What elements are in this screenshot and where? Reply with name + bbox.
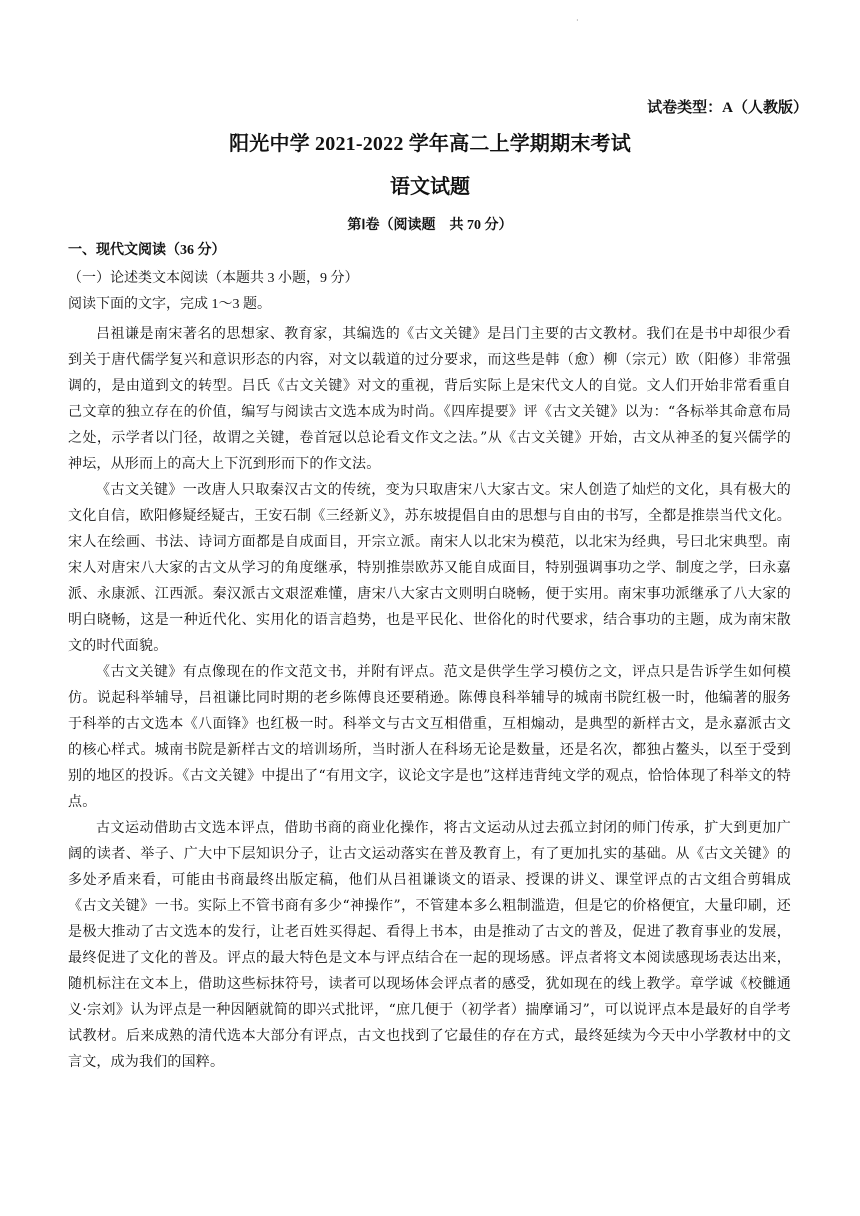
page-mark: · (576, 16, 579, 25)
sub-heading: （一）论述类文本阅读（本题共 3 小题，9 分） (68, 271, 359, 286)
passage-paragraph-1: 吕祖谦是南宋著名的思想家、教育家，其编选的《古文关键》是吕门主要的古文教材。我们在是书中却很少看到关于唐代儒学复兴和意识形态的内容，对文以载道的过分要求，而这些是韩（愈）柳（宗元）欧（阳修）非常强调的，是由道到文的转型。吕氏《古文关键》对文的重视，背后实际上是宋代文人的自觉。文人们开始非常看重自己文章的独立存在的价值，编写与阅读古文选本成为时尚。《四库提要》评《古文关键》以为：“各标举其命意布局之处，示学者以门径，故谓之关键，卷首冠以总论看文作文之法。”从《古文关键》开始，古文从神圣的复兴儒学的神坛，从形而上的高大上下沉到形而下的作文法。 (68, 326, 791, 472)
passage-paragraph-3: 《古文关键》有点像现在的作文范文书，并附有评点。范文是供学生学习模仿之文，评点只是告诉学生如何模仿。说起科举辅导，吕祖谦比同时期的老乡陈傅良还要稍逊。陈傅良科举辅导的城南书院红极一时，他编著的服务于科举的古文选本《八面锋》也红极一时。科举文与古文互相借重，互相煽动，是典型的新样古文，是永嘉派古文的核心样式。城南书院是新样古文的培训场所，当时浙人在科场无论是数量，还是名次，都独占鳌头，以至于受到别的地区的投诉。《古文关键》中提出了“有用文字，议论文字是也”这样违背纯文学的观点，恰恰体现了科举文的特点。 (68, 664, 791, 810)
passage-paragraph-2: 《古文关键》一改唐人只取秦汉古文的传统，变为只取唐宋八大家古文。宋人创造了灿烂的文化，具有极大的文化自信，欧阳修疑经疑古，王安石制《三经新义》，苏东坡提倡自由的思想与自由的书写，全都是推崇当代文化。宋人在绘画、书法、诗词方面都是自成面目，开宗立派。南宋人以北宋为模范，以北宋为经典，号曰北宋典型。南宋人对唐宋八大家的古文从学习的角度继承，特别推崇欧苏又能自成面目，特别强调事功之学、制度之学，曰永嘉派、永康派、江西派。秦汉派古文艰涩难懂，唐宋八大家古文则明白晓畅，便于实用。南宋事功派继承了八大家的明白晓畅，这是一种近代化、实用化的语言趋势，也是平民化、世俗化的时代要求，结合事功的主题，成为南宋散文的时代面貌。 (68, 482, 791, 654)
section-heading: 第Ⅰ卷（阅读题 共 70 分） (347, 218, 513, 233)
reading-passage (68, 321, 791, 1075)
subject-title: 语文试题 (390, 176, 470, 198)
reading-instruction: 阅读下面的文字，完成 1～3 题。 (68, 297, 271, 312)
passage-paragraph-4: 古文运动借助古文选本评点，借助书商的商业化操作，将古文运动从过去孤立封闭的师门传承，扩大到更加广阔的读者、举子、广大中下层知识分子，让古文运动落实在普及教育上，有了更加扎实的基础。从《古文关键》的多处矛盾来看，可能由书商最终出版定稿，他们从吕祖谦谈文的语录、授课的讲义、课堂评点的古文组合剪辑成《古文关键》一书。实际上不管书商有多少“神操作”，不管建本多么粗制滥造，但是它的价格便宜，大量印刷，还是极大推动了古文选本的发行，让老百姓买得起、看得上书本，由是推动了古文的普及，促进了教育事业的发展，最终促进了文化的普及。评点的最大特色是文本与评点结合在一起的现场感。评点者将文本阅读感现场表达出来，随机标注在文本上，借助这些标抹符号，读者可以现场体会评点者的感受，犹如现在的线上教学。章学诚《校雠通义·宗刘》认为评点是一种因陋就简的即兴式批评，“庶几便于（初学者）揣摩诵习”，可以说评点本是最好的自学考试教材。后来成熟的清代选本大部分有评点，古文也找到了它最佳的存在方式，最终延续为今天中小学教材中的文言文，成为我们的国粹。 (68, 820, 791, 1070)
exam-title: 阳光中学 2021-2022 学年高二上学期期末考试 (229, 133, 631, 155)
exam-type-label: 试卷类型：A（人教版） (647, 100, 808, 116)
part-heading: 一、现代文阅读（36 分） (68, 243, 226, 258)
